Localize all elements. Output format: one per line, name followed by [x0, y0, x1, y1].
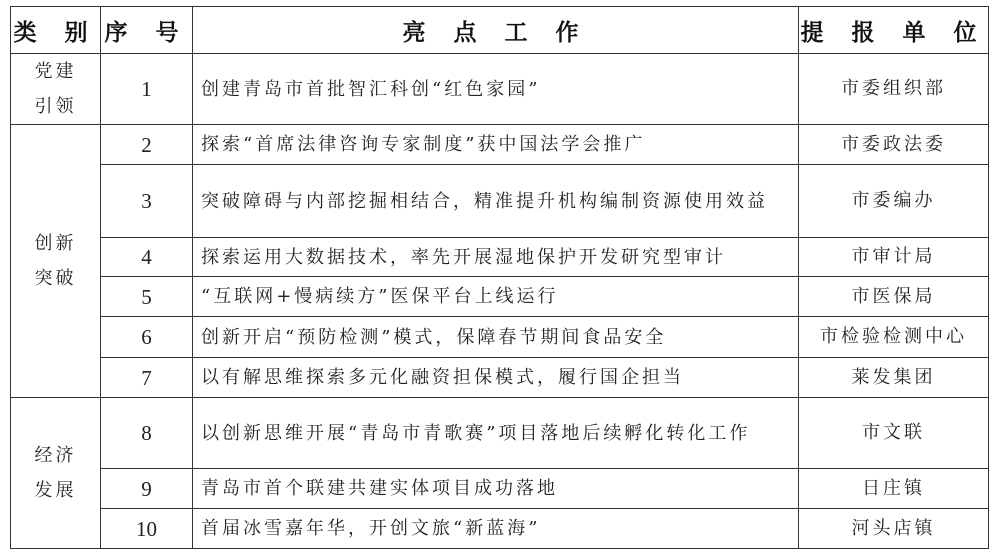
unit-cell: 市委政法委	[799, 125, 989, 165]
category-cell	[11, 398, 101, 549]
index-cell: 10	[101, 509, 193, 549]
category-line: 引领	[34, 96, 77, 117]
unit-cell: 市审计局	[799, 238, 989, 277]
index-cell: 9	[101, 469, 193, 509]
work-cell: 创新开启“预防检测”模式，保障春节期间食品安全	[193, 317, 799, 358]
table-row	[11, 277, 989, 317]
index-cell: 6	[101, 317, 193, 358]
work-cell: “互联网+慢病续方”医保平台上线运行	[193, 277, 799, 317]
table-row	[11, 358, 989, 398]
index-cell: 4	[101, 238, 193, 277]
table-row	[11, 317, 989, 358]
table-row	[11, 398, 989, 469]
unit-cell: 莱发集团	[799, 358, 989, 398]
header-row	[11, 7, 989, 54]
highlight-work-table	[10, 6, 989, 549]
unit-cell: 市委组织部	[799, 54, 989, 125]
category-line: 发展	[34, 480, 77, 501]
unit-cell: 日庄镇	[799, 469, 989, 509]
unit-cell: 市文联	[799, 398, 989, 469]
table-row	[11, 238, 989, 277]
unit-cell: 市检验检测中心	[799, 317, 989, 358]
work-cell: 首届冰雪嘉年华，开创文旅“新蓝海”	[193, 509, 799, 549]
table-row	[11, 125, 989, 165]
header-unit: 提 报 单 位	[799, 7, 989, 54]
category-line: 党建	[34, 61, 77, 82]
table-row	[11, 54, 989, 125]
work-cell: 以有解思维探索多元化融资担保模式，履行国企担当	[193, 358, 799, 398]
table-row	[11, 509, 989, 549]
index-cell: 2	[101, 125, 193, 165]
unit-cell: 河头店镇	[799, 509, 989, 549]
index-cell: 7	[101, 358, 193, 398]
index-cell: 5	[101, 277, 193, 317]
work-cell: 创建青岛市首批智汇科创“红色家园”	[193, 54, 799, 125]
table-row	[11, 165, 989, 238]
work-cell: 以创新思维开展“青岛市青歌赛”项目落地后续孵化转化工作	[193, 398, 799, 469]
category-line: 创新	[34, 233, 77, 254]
work-cell: 突破障碍与内部挖掘相结合，精准提升机构编制资源使用效益	[193, 165, 799, 238]
work-cell: 探索“首席法律咨询专家制度”获中国法学会推广	[193, 125, 799, 165]
work-cell: 探索运用大数据技术，率先开展湿地保护开发研究型审计	[193, 238, 799, 277]
index-cell: 3	[101, 165, 193, 238]
work-cell: 青岛市首个联建共建实体项目成功落地	[193, 469, 799, 509]
header-work: 亮 点 工 作	[193, 7, 799, 54]
category-line: 经济	[34, 445, 77, 466]
unit-cell: 市医保局	[799, 277, 989, 317]
header-category: 类 别	[11, 7, 101, 54]
category-cell	[11, 54, 101, 125]
category-line: 突破	[34, 268, 77, 289]
index-cell: 8	[101, 398, 193, 469]
header-index: 序 号	[101, 7, 193, 54]
category-cell	[11, 125, 101, 398]
unit-cell: 市委编办	[799, 165, 989, 238]
table-row	[11, 469, 989, 509]
index-cell: 1	[101, 54, 193, 125]
